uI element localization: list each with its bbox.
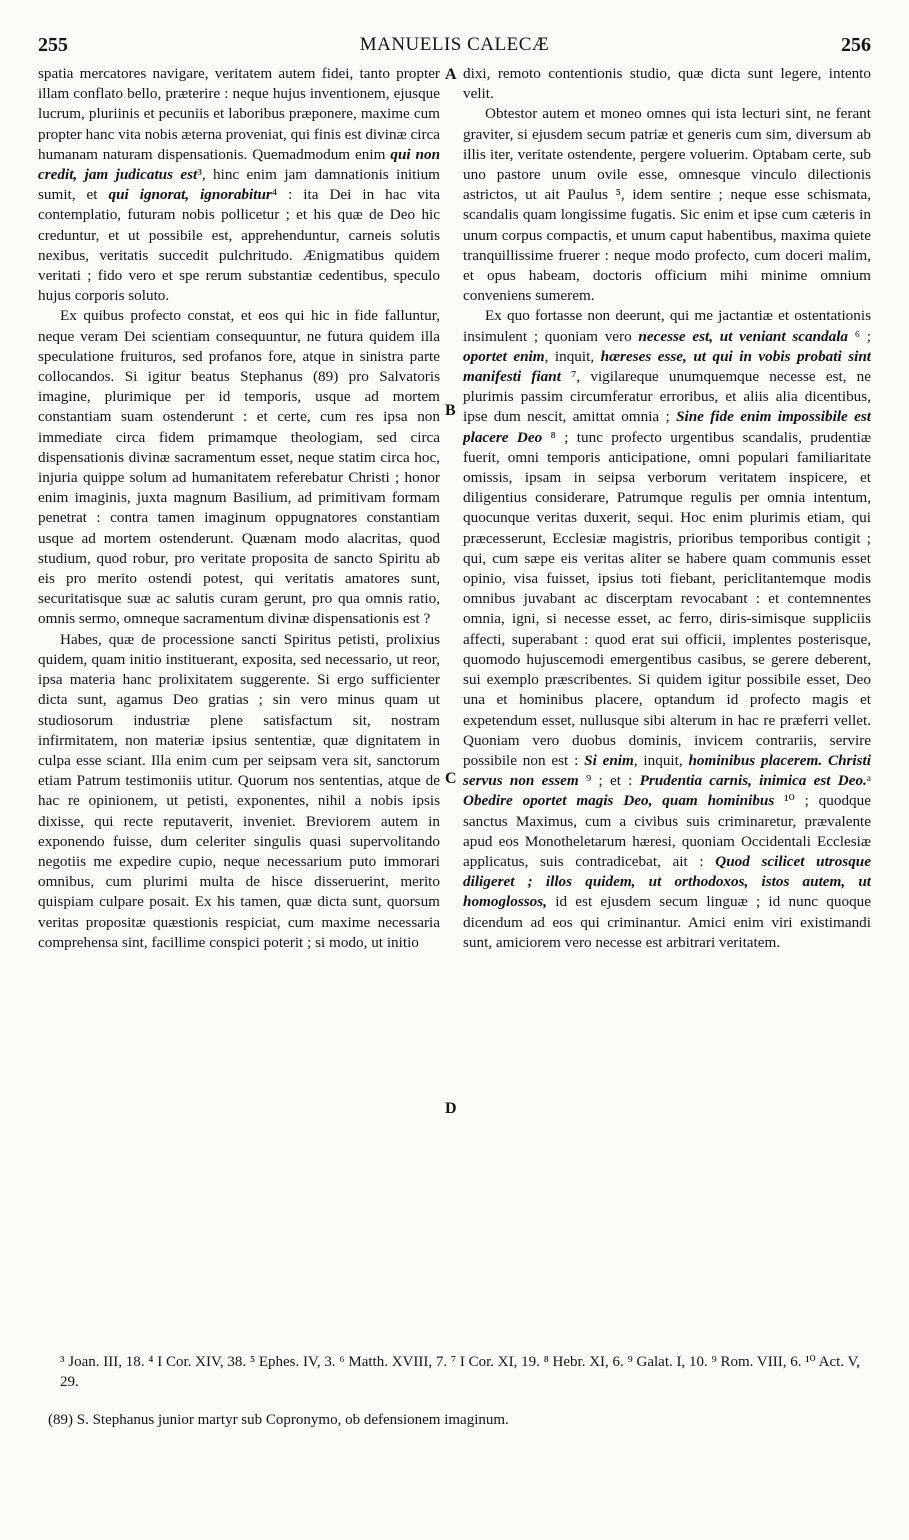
paragraph [38,64,440,306]
italic-quotation: Obedire oportet magis Deo, quam hominibus [463,792,775,810]
text-run: Habes, quæ de processione sancti Spiritus petisti, prolixius quidem, quam initio instituerant, exposita, sed necessario, ut reor, ipsa materia hanc prolixitatem suggerente. Si ergo sufficienter dicta sunt, agamus Deo gratias ; sin vero minus quam ut studiosorum industriæ plene satisfactum sit, nostram infirmitatem, non materiæ ipsius sententiæ, quæ dignitatem in culpa esse sciant. Illa enim cum per seipsam vera sit, sanctorum etiam Patrum testimoniis utitur. Quorum nos sententias, atque de hac re opinionem, ut petisti, exponentes, nihil a nobis ipsis dixisse, qui recte reputaverit, inveniet. Breviorem autem in exponendo fuisse, dum celeriter singulis quasi supervolitando negotiis me expedire cupio, neque necessarium puto immorari omnibus, cum plurimi multa de hisce disseruerint, merito quispiam culpare posait. Ex his tamen, quæ dicta sunt, quorsum veritas propositæ quæstionis respiciat, cum maxime necessaria comprehensa sint, facillime conspici poterit ; si modo, ut initio [38,630,440,951]
left-column [38,64,440,1340]
text-run: ³, hinc enim jam damnationis initium sumit, et [38,166,440,204]
footnotes [38,1352,871,1430]
page-number-right: 256 [841,34,871,56]
paragraph [463,104,871,306]
italic-quotation: hæreses esse, ut qui in vobis probati sint manifesti fiant [463,347,871,386]
paragraph [463,64,871,104]
section-marker-d: D [445,1100,457,1117]
text-run: Ex quibus profecto constat, et eos qui hic in fide falluntur, neque veram Dei scientiam consequuntur, ne futura quidem illa speculatione fruituros, sed profanos fore, atque in sinistra parte collocandos. Si igitur beatus Stephanus (89) pro Salvatoris imagine, plurimique per id temporis, usque ad mortem constantiam suam ostenderunt : et certe, cum res ipsa non immediate circa fidem primamque theologiam, sed circa dispensationis divinæ sacramentum esset, neque statim circa hoc, injuria quippe solum ad humanitatem referebatur Christi ; honor enim imaginis, juxta magnum Basilium, ad primitivam formam penetrat : contra tamen imaginum oppugnatores constantiam usque ad mortem ostenderunt. Quænam modo alacritas, quod studium, quod robur, pro veritate proposita de sancto Spiritu ab eis pro merito ostendi potest, qui veritatis amatores sunt, securitatisque suæ ac salutis curam gerunt, pro qua omnis ratio, omnis sermo, omneque sacramentum divinæ dispensationis est ? [38,307,440,628]
paragraph [38,306,440,629]
right-column [463,64,871,1340]
italic-quotation: Quod scilicet utrosque diligeret ; illos quidem, ut orthodoxos, istos autem, ut homoglossos, [463,852,871,911]
text-run: ᵃ [866,772,871,790]
footnote-line: ³ Joan. III, 18. ⁴ I Cor. XIV, 38. ⁵ Ephes. IV, 3. ⁶ Matth. XVIII, 7. ⁷ I Cor. XI, 19. ⁸ Hebr. XI, 6. ⁹ Galat. I, 10. ⁹ Rom. VIII, 6. ¹⁰ Act. V, 29. [60,1354,861,1390]
text-run: ⁶ ; [848,327,871,345]
paragraph [38,630,440,953]
text-run: ⁷, vigilareque unumquemque necesse est, ne plurimis passim circumferatur erroribus, et aliis alia dicentibus, ipse dum nescit, amittat omnia ; [463,368,871,426]
scholion-note: (89) S. Stephanus junior martyr sub Copronymo, ob defensionem imaginum. [48,1412,509,1428]
text-run: dixi, remoto contentionis studio, quæ dicta sunt legere, intento velit. [463,65,871,103]
section-marker-b: B [445,402,456,419]
italic-quotation: qui non credit, jam judicatus est [38,145,440,184]
italic-quotation: necesse est, ut veniant scandala [638,327,849,345]
text-run: ⁸ ; tunc profecto urgentibus scandalis, prudentiæ fuerit, omni temporis anticipatione, omni populari familiaritate omissis, ipsam in seipsa verborum veritatem inspicere, et diligentius considerare, Patrumque regulis per omnia intentum, quocunque veritas duxerit, sequi. Hoc enim plurimis etiam, qui præcesserunt, Ecclesiæ magistris, prioribus temporibus contigit ; qui, cum sæpe eis veritas aliter se habere quam communis esset opinio, visa fuisset, ipsius toti fiebant, periclitantemque modis omnibus juvabant ac discerptam revocabant : et contemnentes omnia, igni, si necesse esset, ac ferro, diris-simisque suppliciis affecti, superabant : quod erat sui officii, implentes posterisque, quomodo hujuscemodi emergentibus casibus, se gerere deberent, sui exemplo præscribentes. Si quidem igitur possibile esset, Deo una et hominibus placere, optandum id profecto magis et expetendum esset, nullusque sibi alterum in hac re præferri vellet. Quoniam vero duobus dominis, invicem contrariis, servire possibile non est : [463,428,871,769]
text-run: Obtestor autem et moneo omnes qui ista lecturi sint, ne ferant graviter, si ejusdem secum patriæ et generis cum sim, diversum ab illis iter, veritate ostendente, pergere voluerim. Optabam certe, sub uno pastore unum ovile esse, omnesque vinculo dilectionis astrictos, ut ait Paulus ⁵, idem sentire ; neque esse schismata, scandalis quam longissime fugatis. Sic enim et ipse cum cæteris in unum corpus compactis, et unum caput habentibus, maxima quiete tranquillissime fruerer : neque modo profecto, cum doceri malim, et opus habeam, doctoris officium mihi minime omnium conveniens sumerem. [463,105,871,305]
text-run: , inquit, [544,347,601,365]
italic-quotation: oportet enim [463,347,545,365]
italic-quotation: Prudentia carnis, inimica est Deo. [639,772,867,790]
running-title: MANUELIS CALECÆ [359,34,550,55]
italic-quotation: Sine fide enim impossibile est placere Deo [463,408,871,446]
running-header [38,34,871,62]
italic-quotation: Si enim [584,751,634,769]
text-run: id est ejusdem secum linguæ ; id nunc quoque dicendum ad eos qui criminantur. Amici enim viri existimandi sunt, amiciorem vero necesse est arbitrari veritatem. [463,893,871,951]
text-run: spatia mercatores navigare, veritatem autem fidei, tanto propter illam conflato bello, præterire : neque hujus inventionem, ejusque lucrum, pluriinis et pecuniis et laboribus præponere, maxime cum propter hanc vita nobis æterna proveniat, qui finis est divinæ circa humanam naturam dispensationis. Quemadmodum enim [38,65,440,163]
section-marker-c: C [445,770,457,787]
italic-quotation: hominibus placerem. Christi servus non essem [463,751,871,790]
paragraph [463,306,871,953]
text-run: , inquit, [633,751,689,769]
page-number-left: 255 [38,34,68,56]
text-run: Ex quo fortasse non deerunt, qui me jactantiæ et ostentationis insimulent ; quoniam vero [463,307,871,345]
italic-quotation: qui ignorat, ignorabitur [108,186,272,204]
text-run: ⁴ : ita Dei in hac vita contemplatio, futuram nobis pollicetur ; et his quæ de Deo hic creduntur, et ut possibile est, apprehenduntur, carneis solutis nexibus, veritatis succedit pulchritudo. Ænigmatibus quidem veritati ; fido vero et spe rerum substantiæ cedentibus, speculo hujus corporis soluto. [38,186,440,305]
text-run: ⁹ ; et : [578,772,640,790]
text-run: ¹⁰ ; quodque sanctus Maximus, cum a civibus suis criminaretur, prævalente apud eos Monotheletarum hæresi, quoniam Occidentali Ecclesiæ applicatus, suis contradicebat, ait : [463,792,871,870]
section-marker-a: A [445,66,457,83]
